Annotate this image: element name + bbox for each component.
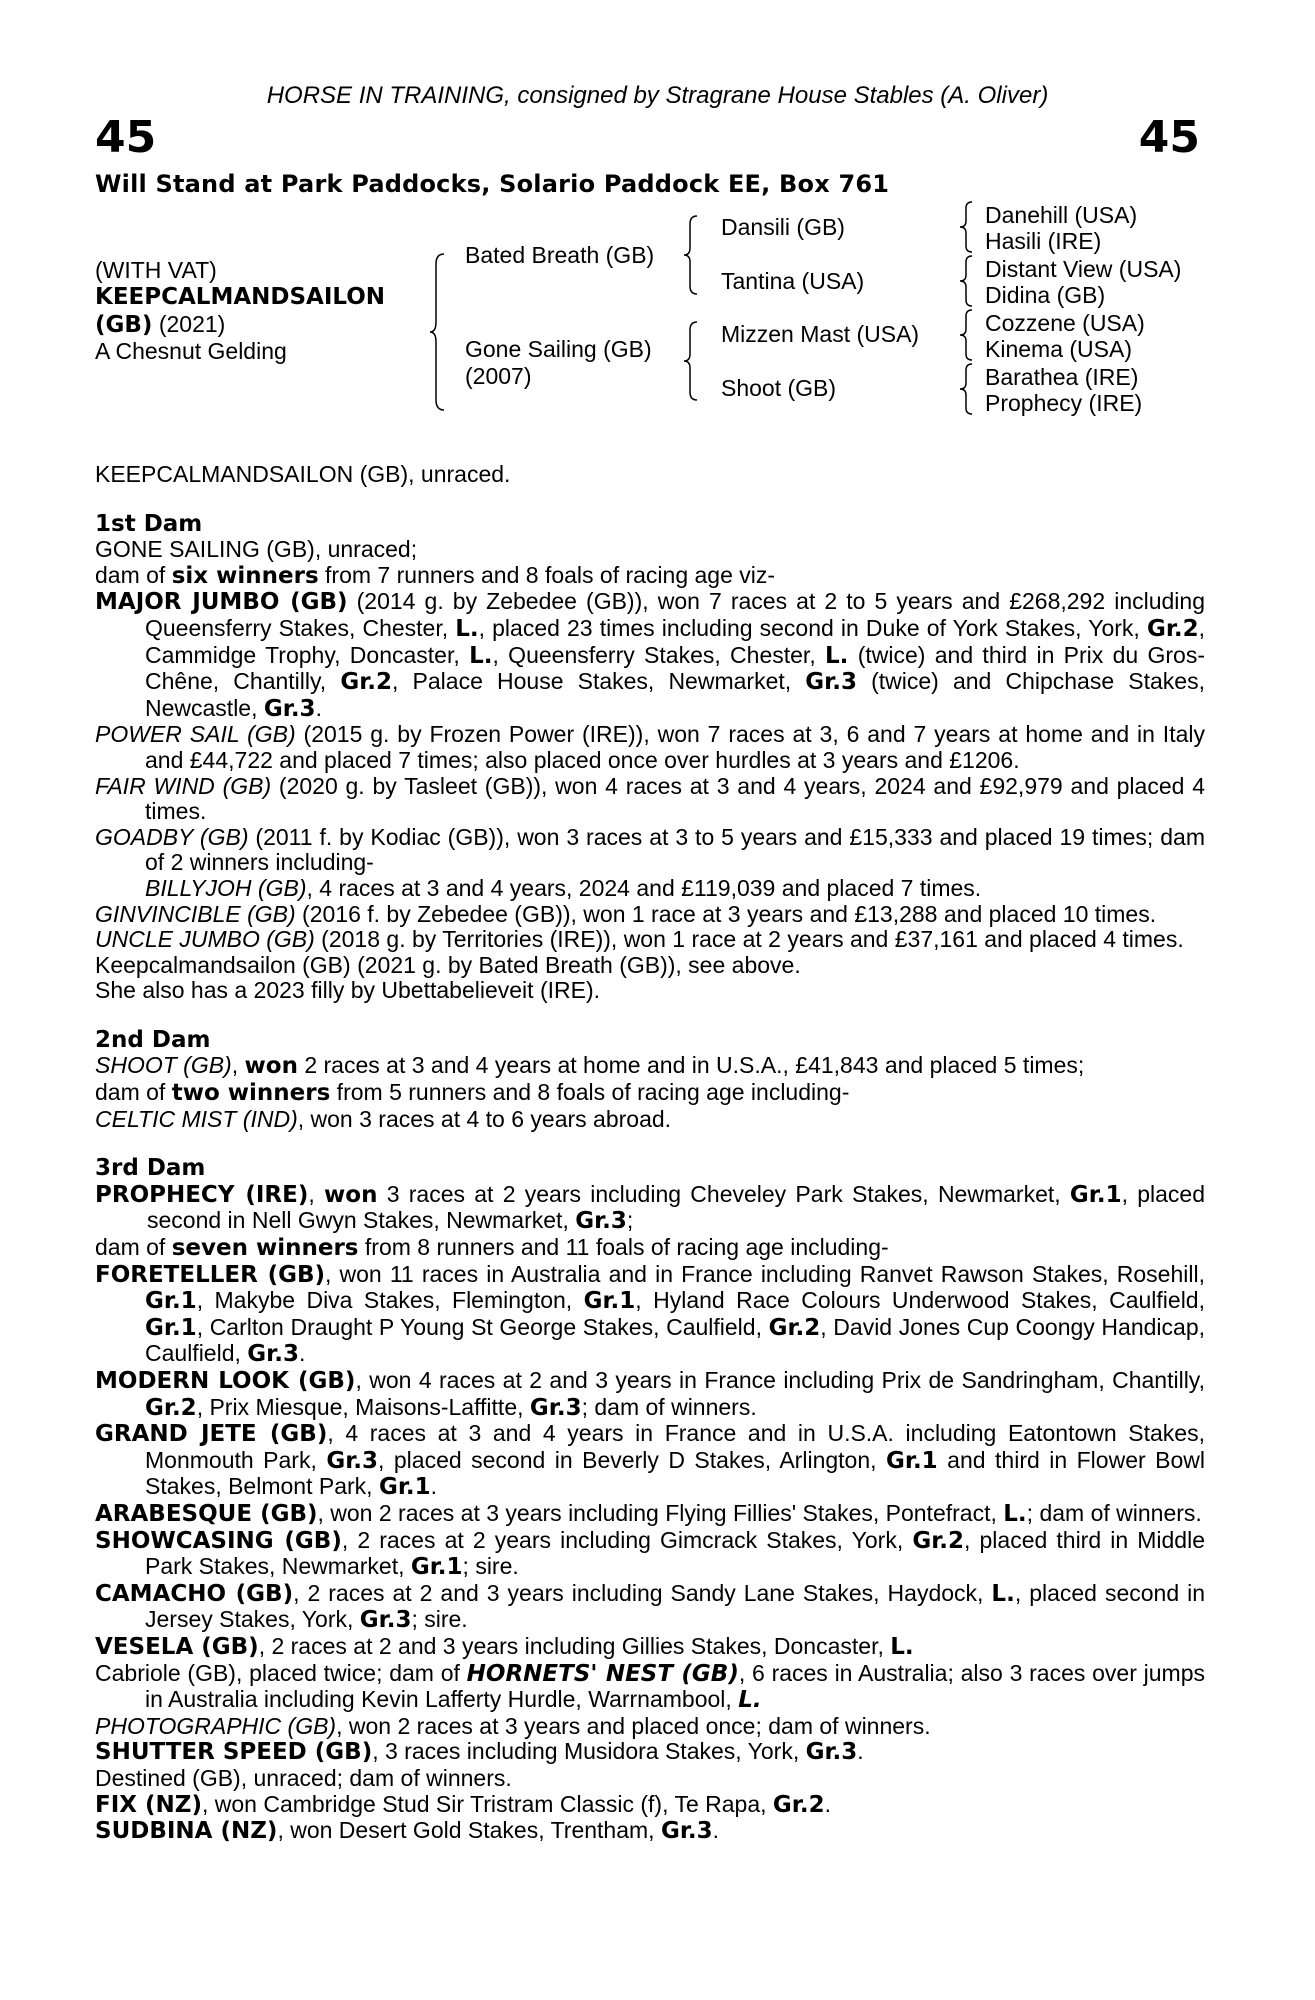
produce-uncle-jumbo: UNCLE JUMBO (GB) (2018 g. by Territories (IRE)), won 1 race at 2 years and £37,161 and placed 4 times. (95, 926, 1184, 953)
lot-number-left: 45 (95, 112, 157, 163)
produce-arabesque: ARABESQUE (GB), won 2 races at 3 years including Flying Fillies' Stakes, Pontefract, L.; dam of winners. (95, 1499, 1202, 1527)
catalogue-body (95, 462, 1205, 1845)
produce-destined: Destined (GB), unraced; dam of winners. (95, 1764, 512, 1791)
produce-photographic: PHOTOGRAPHIC (GB), won 2 races at 3 years and placed once; dam of winners. (95, 1712, 931, 1739)
produce-foreteller: FORETELLER (GB), won 11 races in Australia and in France including Ranvet Rawson Stakes, Rosehill, Gr.1, Makybe Diva Stakes, Flemington, Gr.1, Hyland Race Colours Underwood Stakes, Caulfield, Gr.1, Carlton Draught P Young St George Stakes, Caulfield, Gr.2, David Jones Cup Coongy Handicap, Caulfield, Gr.3. (95, 1260, 1205, 1368)
produce-sudbina: SUDBINA (NZ), won Desert Gold Stakes, Trentham, Gr.3. (95, 1817, 720, 1845)
third-dam-heading: 3rd Dam (95, 1155, 206, 1182)
produce-shutter-speed: SHUTTER SPEED (GB), 3 races including Musidora Stakes, York, Gr.3. (95, 1738, 864, 1766)
dam-brace (684, 320, 700, 402)
gen3-dsd: Kinema (USA) (985, 336, 1132, 362)
sire-sire: Dansili (GB) (721, 214, 845, 240)
gen3-sdd: Didina (GB) (985, 282, 1106, 308)
dam-year: (2007) (465, 363, 532, 389)
sire-name: Bated Breath (GB) (465, 242, 655, 268)
pedigree-brace-main (430, 252, 448, 412)
dam-dam: Shoot (GB) (721, 375, 837, 401)
consignor-header: HORSE IN TRAINING, consigned by Stragrane House Stables (A. Oliver) (266, 82, 1049, 109)
first-dam-produce-line: dam of six winners from 7 runners and 8 foals of racing age viz- (95, 561, 776, 589)
produce-celtic-mist: CELTIC MIST (IND), won 3 races at 4 to 6 years abroad. (95, 1105, 672, 1132)
produce-fair-wind: FAIR WIND (GB) (2020 g. by Tasleet (GB)), won 4 races at 3 and 4 years, 2024 and £92,979 and placed 4 times. (95, 772, 1205, 825)
horse-name: KEEPCALMANDSAILON (95, 284, 386, 310)
vat-note: (WITH VAT) (95, 257, 217, 283)
gen3-ssd: Hasili (IRE) (985, 228, 1102, 254)
dam-name: Gone Sailing (GB) (465, 336, 652, 362)
brace-ss (960, 200, 974, 254)
gen3-ddd: Prophecy (IRE) (985, 390, 1143, 416)
produce-grand-jete: GRAND JETE (GB), 4 races at 3 and 4 years in France and in U.S.A. including Eatontown Stakes, Monmouth Park, Gr.3, placed second in Beverly D Stakes, Arlington, Gr.1 and third in Flower Bowl Stakes, Belmont Park, Gr.1. (95, 1420, 1205, 1501)
gen3-sss: Danehill (USA) (985, 202, 1138, 228)
first-dam-heading: 1st Dam (95, 510, 203, 537)
second-dam-line: SHOOT (GB), won 2 races at 3 and 4 years at home and in U.S.A., £41,843 and placed 5 times; (95, 1052, 1085, 1080)
produce-cabriole: Cabriole (GB), placed twice; dam of HORNETS' NEST (GB), 6 races in Australia; also 3 races over jumps in Australia including Kevin Lafferty Hurdle, Warrnambool, L. (95, 1659, 1205, 1714)
third-dam-produce-line: dam of seven winners from 8 runners and 11 foals of racing age including- (95, 1234, 889, 1262)
race-record-intro: KEEPCALMANDSAILON (GB), unraced. (95, 461, 511, 487)
produce-fix: FIX (NZ), won Cambridge Stud Sir Tristram Classic (f), Te Rapa, Gr.2. (95, 1790, 831, 1818)
horse-origin: (GB) (2021) (95, 311, 226, 338)
produce-modern-look: MODERN LOOK (GB), won 4 races at 2 and 3 years in France including Prix de Sandringham, Chantilly, Gr.2, Prix Miesque, Maisons-Laffitte, Gr.3; dam of winners. (95, 1367, 1205, 1421)
produce-ginvincible: GINVINCIBLE (GB) (2016 f. by Zebedee (GB)), won 1 race at 3 years and £13,288 and placed 10 times. (95, 900, 1157, 927)
brace-ds (960, 308, 974, 362)
produce-goadby: GOADBY (GB) (2011 f. by Kodiac (GB)), won 3 races at 3 to 5 years and £15,333 and placed 19 times; dam of 2 winners including- (95, 823, 1205, 876)
produce-major-jumbo: MAJOR JUMBO (GB) (2014 g. by Zebedee (GB)), won 7 races at 2 to 5 years and £268,292 including Queensferry Stakes, Chester, L., placed 23 times including second in Duke of York Stakes, York, Gr.2, Cammidge Trophy, Doncaster, L., Queensferry Stakes, Chester, L. (twice) and third in Prix du Gros-Chêne, Chantilly, Gr.2, Palace House Stakes, Newmarket, Gr.3 (twice) and Chipchase Stakes, Newcastle, Gr.3. (95, 588, 1206, 722)
second-dam-produce-line: dam of two winners from 5 runners and 8 foals of racing age including- (95, 1079, 850, 1107)
gen3-sds: Distant View (USA) (985, 256, 1182, 282)
sire-dam: Tantina (USA) (721, 268, 865, 294)
produce-vesela: VESELA (GB), 2 races at 2 and 3 years including Gillies Stakes, Doncaster, L. (95, 1632, 914, 1660)
lot-number-right: 45 (1138, 112, 1200, 163)
produce-keepcalmandsailon: Keepcalmandsailon (GB) (2021 g. by Bated Breath (GB)), see above. (95, 951, 801, 978)
produce-camacho: CAMACHO (GB), 2 races at 2 and 3 years including Sandy Lane Stakes, Haydock, L., placed second in Jersey Stakes, York, Gr.3; sire. (95, 1579, 1206, 1634)
first-dam-line: GONE SAILING (GB), unraced; (95, 536, 418, 563)
produce-showcasing: SHOWCASING (GB), 2 races at 2 years including Gimcrack Stakes, York, Gr.2, placed third in Middle Park Stakes, Newmarket, Gr.1; sire. (95, 1526, 1205, 1581)
brace-sd (960, 254, 974, 308)
second-dam-heading: 2nd Dam (95, 1026, 211, 1053)
produce-power-sail: POWER SAIL (GB) (2015 g. by Frozen Power (IRE)), won 7 races at 3, 6 and 7 years at home and in Italy and £44,722 and placed 7 times; also placed once over hurdles at 3 years and £1206. (95, 721, 1205, 773)
sire-brace (684, 214, 700, 296)
stand-location: Will Stand at Park Paddocks, Solario Paddock EE, Box 761 (95, 170, 890, 198)
produce-billyjoh: BILLYJOH (GB), 4 races at 3 and 4 years, 2024 and £119,039 and placed 7 times. (145, 874, 982, 901)
third-dam-line: PROPHECY (IRE), won 3 races at 2 years including Cheveley Park Stakes, Newmarket, Gr.1, placed second in Nell Gwyn Stakes, Newmarket, Gr.3; (95, 1180, 1206, 1235)
horse-description: A Chesnut Gelding (95, 338, 287, 364)
gen3-dds: Barathea (IRE) (985, 364, 1139, 390)
gen3-dss: Cozzene (USA) (985, 310, 1145, 336)
brace-dd (960, 362, 974, 416)
also-has-note: She also has a 2023 filly by Ubettabelieveit (IRE). (95, 977, 600, 1004)
dam-sire: Mizzen Mast (USA) (721, 321, 920, 347)
